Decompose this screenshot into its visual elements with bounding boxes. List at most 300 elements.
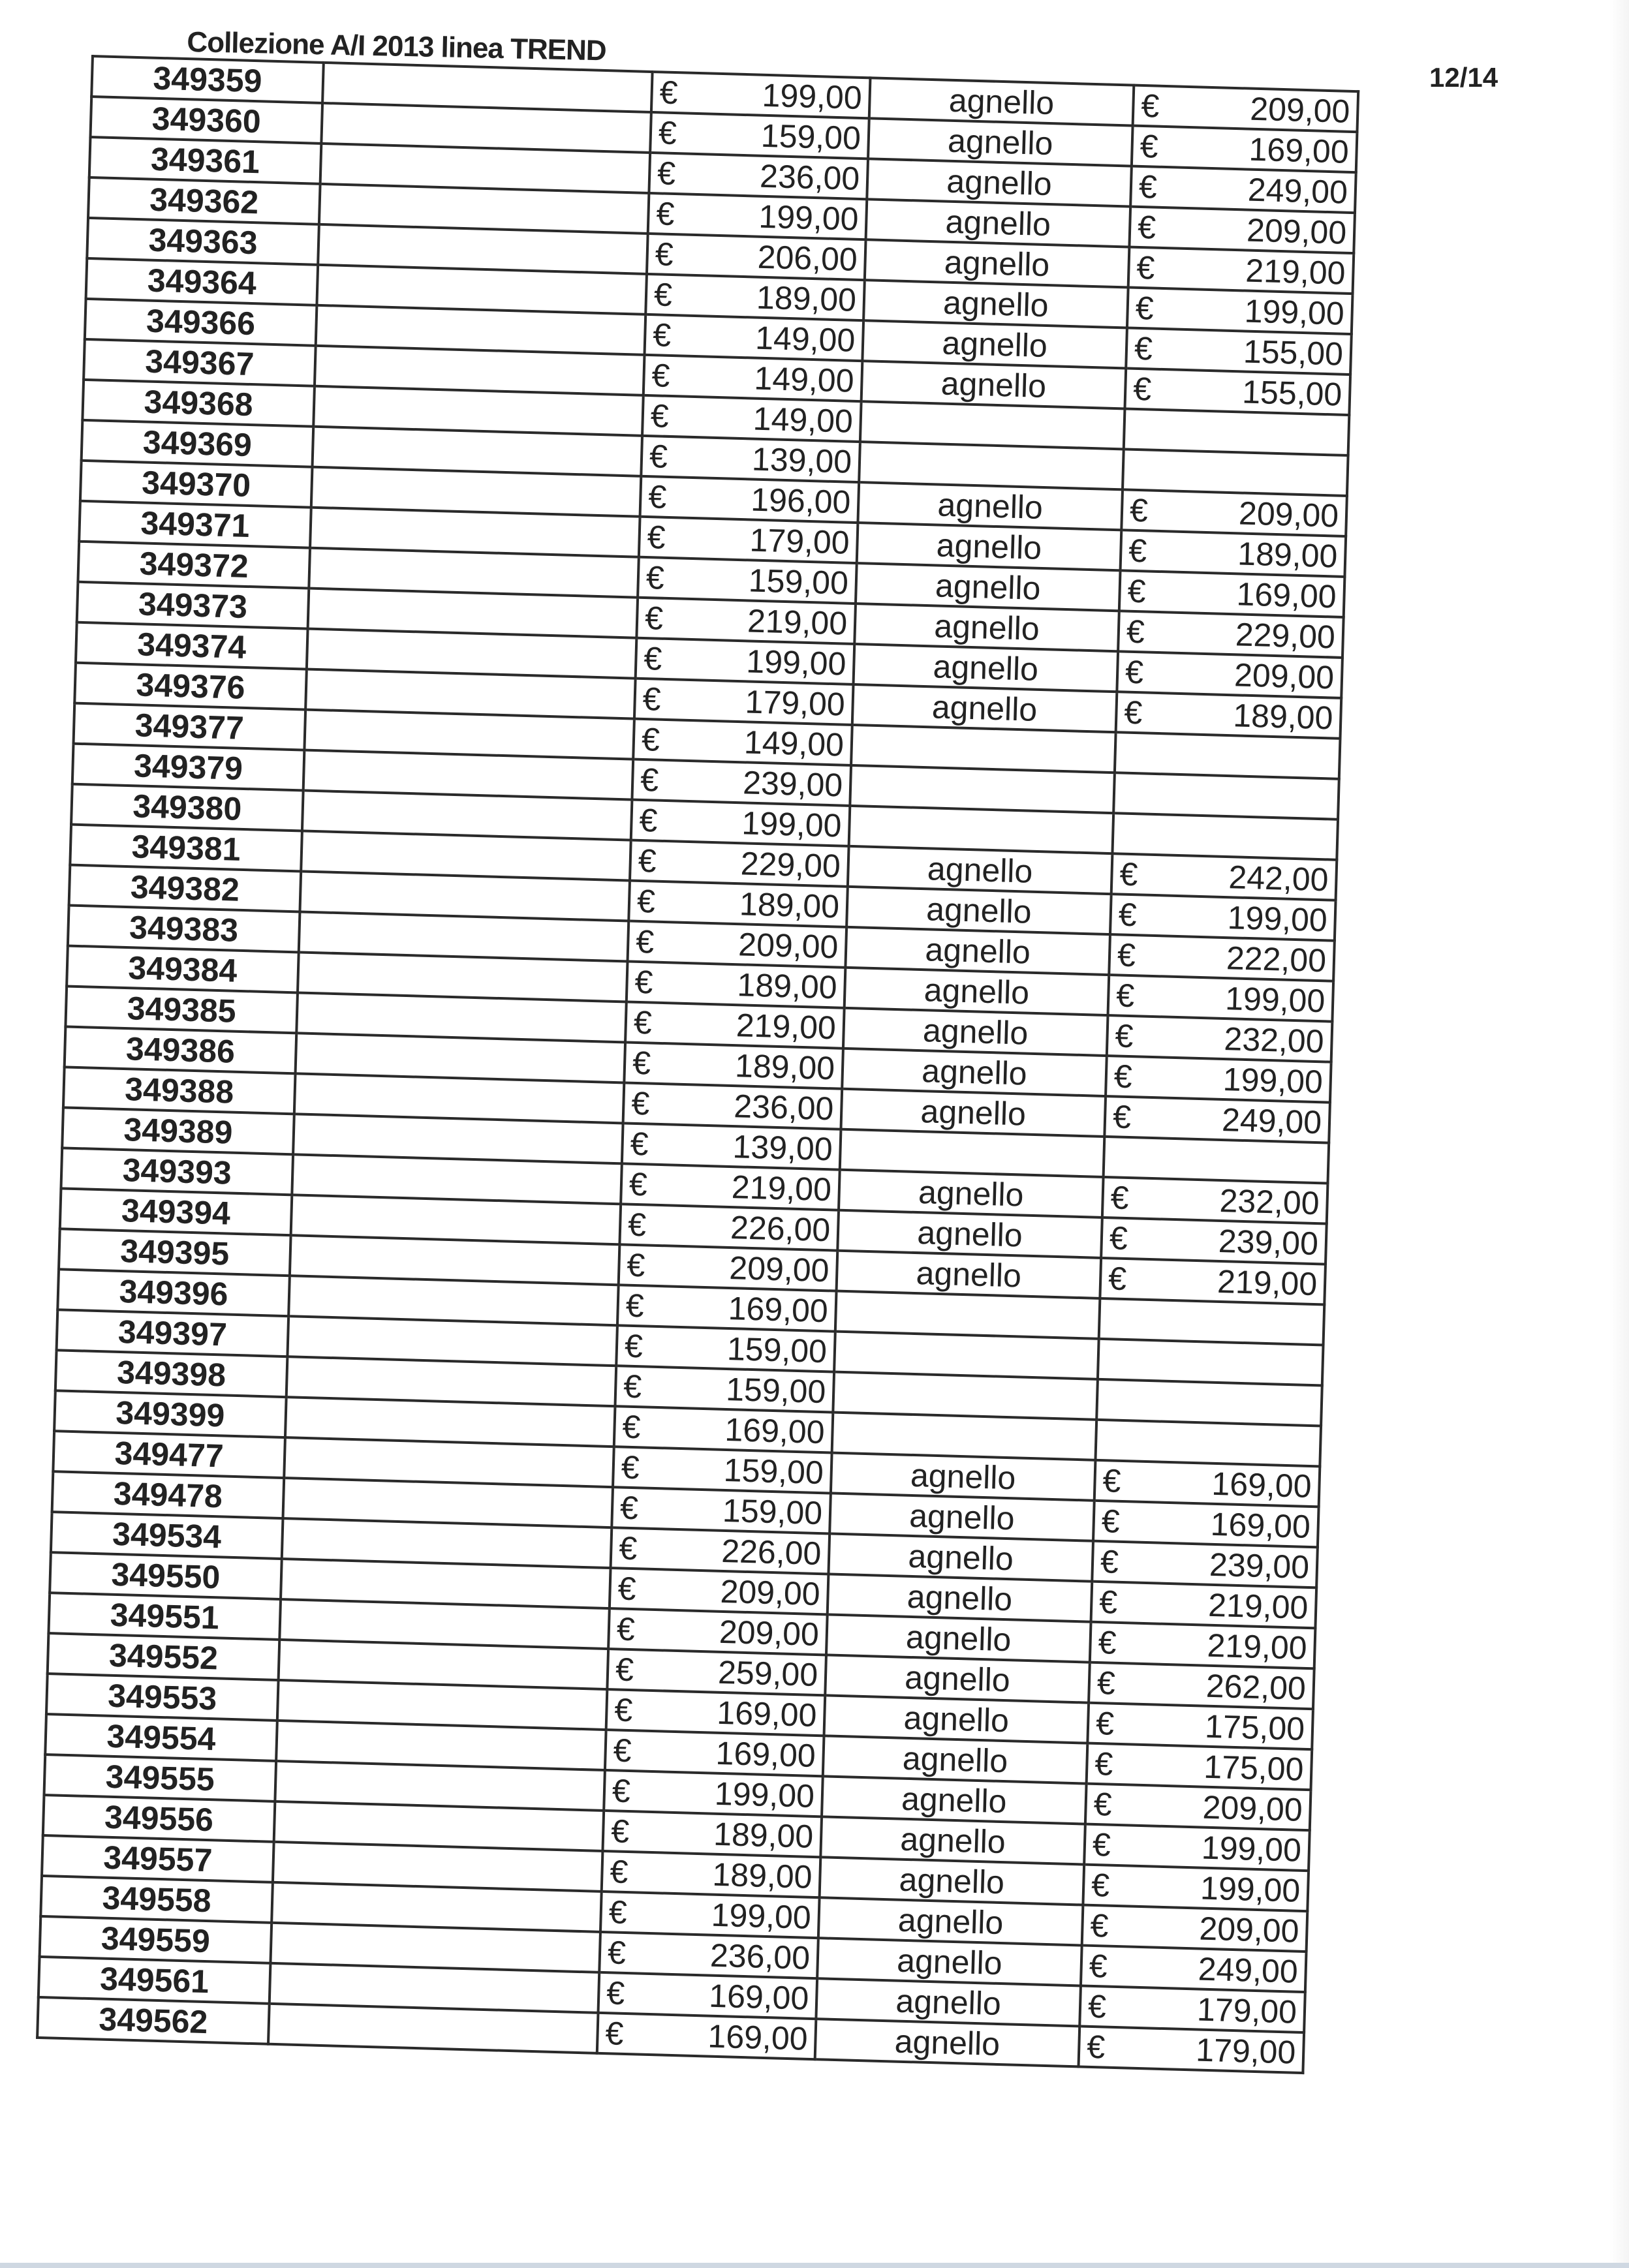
material-cell: agnello [823, 1736, 1088, 1783]
price-amount: 159,00 [760, 117, 861, 157]
alt-price-cell [1089, 1663, 1314, 1709]
price-amount: 179,00 [749, 521, 850, 561]
price-amount: 219,00 [747, 602, 848, 642]
currency-symbol: € [609, 1853, 629, 1891]
alt-price-cell [1098, 1339, 1324, 1386]
price-amount: 159,00 [725, 1370, 827, 1411]
alt-price-cell [1128, 247, 1354, 294]
alt-price-cell [1119, 570, 1345, 617]
price-amount: 236,00 [733, 1088, 835, 1127]
material-cell: agnello [839, 1170, 1104, 1218]
article-code-cell: 349389 [62, 1107, 294, 1154]
currency-symbol: € [650, 397, 670, 435]
article-code-cell: 349366 [85, 299, 317, 346]
currency-symbol: € [1135, 289, 1155, 327]
material-cell: agnello [854, 604, 1119, 651]
price-amount: 189,00 [739, 885, 840, 925]
price-amount: 169,00 [724, 1411, 826, 1451]
currency-symbol: € [652, 316, 672, 354]
material-cell [833, 1372, 1098, 1420]
article-code-cell: 349363 [87, 218, 319, 265]
currency-symbol: € [649, 438, 668, 475]
alt-price-cell [1133, 85, 1359, 132]
price-amount: 175,00 [1203, 1748, 1305, 1788]
article-code-cell: 349369 [82, 420, 314, 467]
currency-symbol: € [613, 1691, 634, 1729]
article-code-cell: 349364 [86, 258, 318, 305]
currency-symbol: € [1129, 491, 1149, 529]
price-amount: 219,00 [731, 1169, 832, 1208]
currency-symbol: € [610, 1813, 630, 1850]
price-amount: 149,00 [754, 319, 856, 359]
currency-symbol: € [651, 357, 671, 394]
currency-symbol: € [659, 74, 679, 112]
currency-symbol: € [606, 1974, 625, 2012]
price-amount: 159,00 [748, 562, 849, 602]
currency-symbol: € [1126, 572, 1147, 610]
currency-symbol: € [623, 1368, 642, 1405]
article-code-cell: 349388 [63, 1067, 296, 1114]
price-cell [616, 1325, 835, 1372]
article-code-cell: 349379 [72, 744, 305, 791]
currency-symbol: € [1095, 1704, 1115, 1742]
article-code-cell: 349562 [37, 1997, 270, 2044]
price-cell [625, 1002, 845, 1048]
price-cell [608, 1608, 828, 1655]
material-cell: agnello [863, 280, 1128, 328]
price-amount: 189,00 [711, 1856, 813, 1895]
price-cell [628, 881, 848, 927]
alt-price-cell [1092, 1541, 1318, 1588]
material-cell [859, 442, 1124, 489]
price-cell [614, 1406, 833, 1452]
price-amount: 155,00 [1241, 373, 1342, 413]
currency-symbol: € [612, 1732, 632, 1770]
price-cell [624, 1042, 843, 1088]
price-amount: 249,00 [1198, 1950, 1299, 1990]
material-cell: agnello [818, 1897, 1083, 1945]
alt-price-cell [1094, 1460, 1320, 1507]
article-code-cell: 349385 [65, 986, 298, 1033]
alt-price-cell [1093, 1501, 1319, 1548]
article-code-cell: 349374 [76, 622, 308, 669]
currency-symbol: € [1086, 2028, 1106, 2066]
material-cell: agnello [868, 118, 1133, 166]
price-amount: 199,00 [761, 76, 863, 116]
price-amount: 232,00 [1223, 1020, 1325, 1060]
material-cell: agnello [837, 1251, 1102, 1298]
price-amount: 222,00 [1226, 940, 1327, 979]
article-code-cell: 349397 [57, 1310, 289, 1356]
currency-symbol: € [647, 478, 668, 515]
material-cell: agnello [816, 1978, 1081, 2026]
currency-symbol: € [645, 559, 665, 596]
price-amount: 199,00 [711, 1896, 812, 1936]
alt-price-cell [1116, 692, 1342, 739]
alt-price-cell [1118, 611, 1344, 658]
alt-price-cell [1101, 1218, 1327, 1264]
alt-price-cell [1090, 1622, 1316, 1669]
article-code-cell: 349360 [90, 97, 322, 144]
currency-symbol: € [1134, 329, 1153, 367]
alt-price-cell [1123, 449, 1348, 496]
currency-symbol: € [1112, 1098, 1132, 1136]
empty-cell [268, 2004, 598, 2053]
price-cell [632, 759, 851, 806]
price-amount: 239,00 [742, 764, 843, 804]
article-code-cell: 349534 [51, 1512, 283, 1559]
price-amount: 259,00 [717, 1653, 818, 1694]
currency-symbol: € [632, 1044, 651, 1082]
currency-symbol: € [1087, 1987, 1107, 2025]
currency-symbol: € [1139, 127, 1159, 165]
price-cell [633, 719, 852, 765]
price-cell [612, 1487, 831, 1533]
price-amount: 209,00 [719, 1613, 820, 1653]
price-amount: 169,00 [707, 2017, 809, 2057]
alt-price-cell [1117, 651, 1342, 698]
material-cell: agnello [867, 159, 1132, 206]
material-cell [850, 765, 1115, 813]
article-code-cell: 349394 [60, 1188, 292, 1235]
material-cell: agnello [820, 1816, 1085, 1864]
scan-bottom-edge [0, 2263, 1629, 2268]
price-cell [607, 1649, 826, 1695]
price-cell [605, 1730, 824, 1776]
material-cell: agnello [848, 846, 1113, 894]
article-code-cell: 349477 [53, 1431, 285, 1478]
alt-price-cell [1099, 1298, 1325, 1345]
price-cell [613, 1447, 832, 1493]
price-cell [649, 153, 868, 199]
currency-symbol: € [643, 640, 663, 677]
price-cell [604, 1770, 823, 1816]
price-amount: 226,00 [721, 1532, 822, 1572]
article-code-cell: 349383 [68, 906, 300, 953]
article-code-cell: 349554 [45, 1714, 277, 1761]
price-amount: 219,00 [1206, 1627, 1308, 1666]
price-cell [639, 517, 858, 563]
article-code-cell: 349381 [70, 825, 302, 872]
price-amount: 236,00 [709, 1937, 811, 1976]
price-amount: 249,00 [1221, 1101, 1322, 1141]
currency-symbol: € [1089, 1907, 1109, 1944]
currency-symbol: € [1126, 613, 1145, 651]
material-cell: agnello [845, 927, 1110, 975]
material-cell: agnello [865, 239, 1130, 287]
price-amount: 229,00 [740, 845, 841, 885]
price-cell [597, 2013, 816, 2059]
document-title: Collezione A/I 2013 linea TREND [186, 26, 607, 67]
alt-price-cell [1084, 1824, 1310, 1871]
currency-symbol: € [1097, 1624, 1117, 1661]
currency-symbol: € [1119, 855, 1139, 893]
article-code-cell: 349399 [54, 1390, 287, 1437]
price-cell [650, 112, 869, 159]
currency-symbol: € [644, 600, 664, 637]
material-cell [834, 1332, 1099, 1379]
price-amount: 149,00 [752, 400, 854, 440]
alt-price-cell [1132, 126, 1358, 173]
alt-price-cell [1109, 934, 1335, 981]
currency-symbol: € [1132, 370, 1152, 408]
price-cell [621, 1163, 840, 1210]
article-code-cell: 349380 [71, 784, 303, 831]
currency-symbol: € [1113, 1058, 1133, 1096]
price-cell [642, 395, 861, 442]
currency-symbol: € [642, 680, 662, 718]
price-amount: 209,00 [737, 926, 839, 966]
article-code-cell: 349373 [77, 582, 309, 629]
currency-symbol: € [1100, 1543, 1119, 1580]
scan-edge [1609, 0, 1629, 2268]
material-cell: agnello [820, 1857, 1085, 1905]
article-code-cell: 349362 [88, 177, 320, 224]
currency-symbol: € [1108, 1260, 1127, 1298]
material-cell: agnello [822, 1776, 1087, 1824]
material-cell: agnello [828, 1533, 1093, 1581]
price-cell [628, 921, 847, 968]
material-cell: agnello [858, 482, 1123, 530]
currency-symbol: € [646, 519, 666, 556]
price-amount: 196,00 [750, 481, 852, 521]
price-amount: 199,00 [1227, 899, 1328, 939]
price-cell [638, 557, 857, 604]
article-code-cell: 349368 [82, 380, 315, 427]
currency-symbol: € [627, 1206, 647, 1244]
currency-symbol: € [621, 1408, 642, 1446]
article-code-cell: 349367 [84, 339, 316, 386]
material-cell [849, 806, 1114, 853]
alt-price-cell [1082, 1905, 1308, 1952]
alt-price-cell [1104, 1096, 1330, 1143]
article-code-cell: 349550 [50, 1552, 282, 1599]
price-amount: 209,00 [1233, 656, 1335, 696]
price-amount: 169,00 [715, 1734, 816, 1774]
article-code-cell: 349478 [52, 1471, 285, 1518]
price-cell [598, 1972, 818, 2019]
price-cell [634, 679, 854, 725]
page-number: 12/14 [1429, 62, 1498, 93]
alt-price-cell [1079, 1985, 1305, 2032]
price-cell [644, 355, 863, 401]
article-code-cell: 349557 [42, 1835, 274, 1882]
price-amount: 189,00 [713, 1815, 814, 1855]
price-cell [606, 1689, 826, 1736]
price-amount: 226,00 [730, 1209, 831, 1249]
currency-symbol: € [640, 761, 659, 799]
alt-price-cell [1108, 975, 1334, 1022]
material-cell: agnello [825, 1655, 1090, 1702]
currency-symbol: € [1137, 208, 1156, 246]
article-code-cell: 349370 [80, 461, 313, 508]
currency-symbol: € [1138, 168, 1158, 206]
article-code-cell: 349359 [91, 56, 324, 103]
material-cell: agnello [852, 684, 1117, 732]
alt-price-cell [1125, 368, 1350, 415]
price-table [36, 55, 1359, 2074]
price-amount: 149,00 [753, 360, 855, 399]
currency-symbol: € [638, 801, 659, 839]
price-amount: 159,00 [723, 1451, 824, 1492]
price-amount: 159,00 [726, 1330, 828, 1370]
article-code-cell: 349556 [43, 1795, 275, 1842]
currency-symbol: € [1117, 936, 1136, 974]
material-cell: agnello [824, 1695, 1089, 1743]
currency-symbol: € [1118, 896, 1138, 934]
price-amount: 179,00 [1196, 1991, 1297, 2030]
alt-price-cell [1127, 287, 1353, 334]
material-cell [832, 1413, 1097, 1460]
article-code-cell: 349395 [59, 1229, 291, 1276]
price-cell [630, 840, 849, 887]
price-amount: 189,00 [1237, 535, 1339, 575]
price-amount: 199,00 [1222, 1061, 1324, 1101]
material-cell: agnello [846, 887, 1111, 934]
price-amount: 169,00 [1235, 575, 1337, 615]
material-cell: agnello [830, 1493, 1094, 1540]
currency-symbol: € [658, 114, 677, 152]
price-amount: 199,00 [758, 198, 860, 238]
price-amount: 209,00 [1246, 211, 1347, 251]
alt-price-cell [1087, 1703, 1313, 1750]
currency-symbol: € [629, 1125, 649, 1163]
currency-symbol: € [641, 720, 660, 758]
price-cell [622, 1123, 841, 1169]
price-cell [631, 800, 850, 846]
material-cell: agnello [815, 2019, 1080, 2066]
price-cell [619, 1244, 838, 1291]
article-code-cell: 349558 [40, 1876, 273, 1923]
price-amount: 179,00 [1195, 2031, 1297, 2071]
price-cell [627, 961, 846, 1007]
currency-symbol: € [633, 1004, 653, 1041]
alt-price-cell [1112, 813, 1338, 860]
alt-price-cell [1078, 2026, 1304, 2073]
currency-symbol: € [1123, 694, 1143, 731]
article-code-cell: 349384 [67, 946, 299, 993]
currency-symbol: € [638, 842, 657, 880]
currency-symbol: € [653, 276, 673, 313]
price-amount: 209,00 [719, 1572, 821, 1613]
price-amount: 139,00 [751, 440, 852, 480]
alt-price-cell [1081, 1946, 1307, 1993]
article-code-cell: 349382 [69, 865, 302, 912]
price-amount: 169,00 [708, 1977, 810, 2017]
material-cell: agnello [854, 644, 1119, 692]
currency-symbol: € [1109, 1219, 1128, 1257]
currency-symbol: € [635, 923, 655, 960]
currency-symbol: € [1125, 653, 1144, 691]
material-cell: agnello [842, 1049, 1107, 1096]
material-cell: agnello [817, 1938, 1082, 1985]
currency-symbol: € [1094, 1745, 1114, 1783]
currency-symbol: € [617, 1570, 637, 1608]
article-code-cell: 349559 [40, 1916, 272, 1963]
price-cell [610, 1568, 829, 1614]
currency-symbol: € [619, 1489, 639, 1527]
article-code-cell: 349398 [55, 1350, 288, 1397]
price-cell [636, 638, 855, 684]
alt-price-cell [1130, 166, 1356, 213]
alt-price-cell [1121, 489, 1347, 536]
article-code-cell: 349555 [44, 1755, 277, 1801]
currency-symbol: € [1096, 1664, 1116, 1702]
price-amount: 209,00 [1249, 90, 1351, 130]
price-amount: 169,00 [1248, 130, 1350, 170]
currency-symbol: € [657, 155, 676, 192]
price-cell [644, 314, 863, 361]
currency-symbol: € [1128, 532, 1147, 570]
price-amount: 199,00 [714, 1775, 815, 1815]
price-cell [600, 1892, 820, 1938]
article-code-cell: 349396 [57, 1269, 290, 1316]
material-cell: agnello [862, 320, 1127, 368]
material-cell: agnello [828, 1574, 1093, 1621]
alt-price-cell [1124, 408, 1350, 455]
price-amount: 169,00 [728, 1290, 829, 1330]
alt-price-cell [1083, 1865, 1309, 1912]
alt-price-cell [1107, 1015, 1333, 1062]
currency-symbol: € [1109, 1179, 1130, 1217]
article-code-cell: 349551 [48, 1593, 281, 1640]
price-amount: 219,00 [1245, 252, 1346, 292]
price-amount: 189,00 [736, 966, 838, 1006]
material-cell: agnello [857, 523, 1122, 570]
price-amount: 209,00 [728, 1249, 830, 1289]
price-cell [599, 1932, 818, 1978]
price-cell [602, 1851, 821, 1897]
price-amount: 139,00 [732, 1128, 833, 1168]
price-cell [615, 1366, 834, 1412]
alt-price-cell [1095, 1420, 1321, 1467]
price-amount: 199,00 [1224, 980, 1326, 1020]
price-amount: 209,00 [1202, 1788, 1303, 1828]
material-cell: agnello [843, 1008, 1108, 1056]
material-cell [840, 1129, 1105, 1177]
material-cell: agnello [866, 199, 1131, 247]
article-code-cell: 349376 [74, 663, 307, 710]
price-cell [645, 274, 865, 320]
price-amount: 219,00 [736, 1007, 837, 1047]
currency-symbol: € [608, 1893, 628, 1931]
price-amount: 249,00 [1247, 171, 1348, 211]
price-amount: 219,00 [1207, 1586, 1309, 1626]
material-cell: agnello [841, 1089, 1106, 1137]
article-code-cell: 349371 [79, 501, 311, 548]
price-amount: 219,00 [1217, 1263, 1318, 1303]
currency-symbol: € [1115, 977, 1135, 1015]
alt-price-cell [1113, 773, 1339, 820]
price-amount: 199,00 [745, 643, 847, 682]
currency-symbol: € [1098, 1584, 1118, 1621]
article-code-cell: 349561 [39, 1957, 271, 2004]
alt-price-cell [1085, 1784, 1311, 1831]
material-cell [835, 1291, 1100, 1339]
currency-symbol: € [1091, 1866, 1110, 1904]
price-amount: 189,00 [756, 279, 857, 318]
price-cell [648, 193, 867, 239]
price-amount: 209,00 [1238, 495, 1339, 534]
alt-price-cell [1096, 1379, 1322, 1426]
price-amount: 199,00 [1201, 1829, 1302, 1869]
currency-symbol: € [625, 1287, 645, 1325]
price-amount: 149,00 [743, 724, 845, 763]
alt-price-cell [1087, 1743, 1312, 1790]
price-amount: 242,00 [1228, 859, 1329, 898]
currency-symbol: € [1092, 1826, 1111, 1863]
currency-symbol: € [1114, 1017, 1134, 1055]
